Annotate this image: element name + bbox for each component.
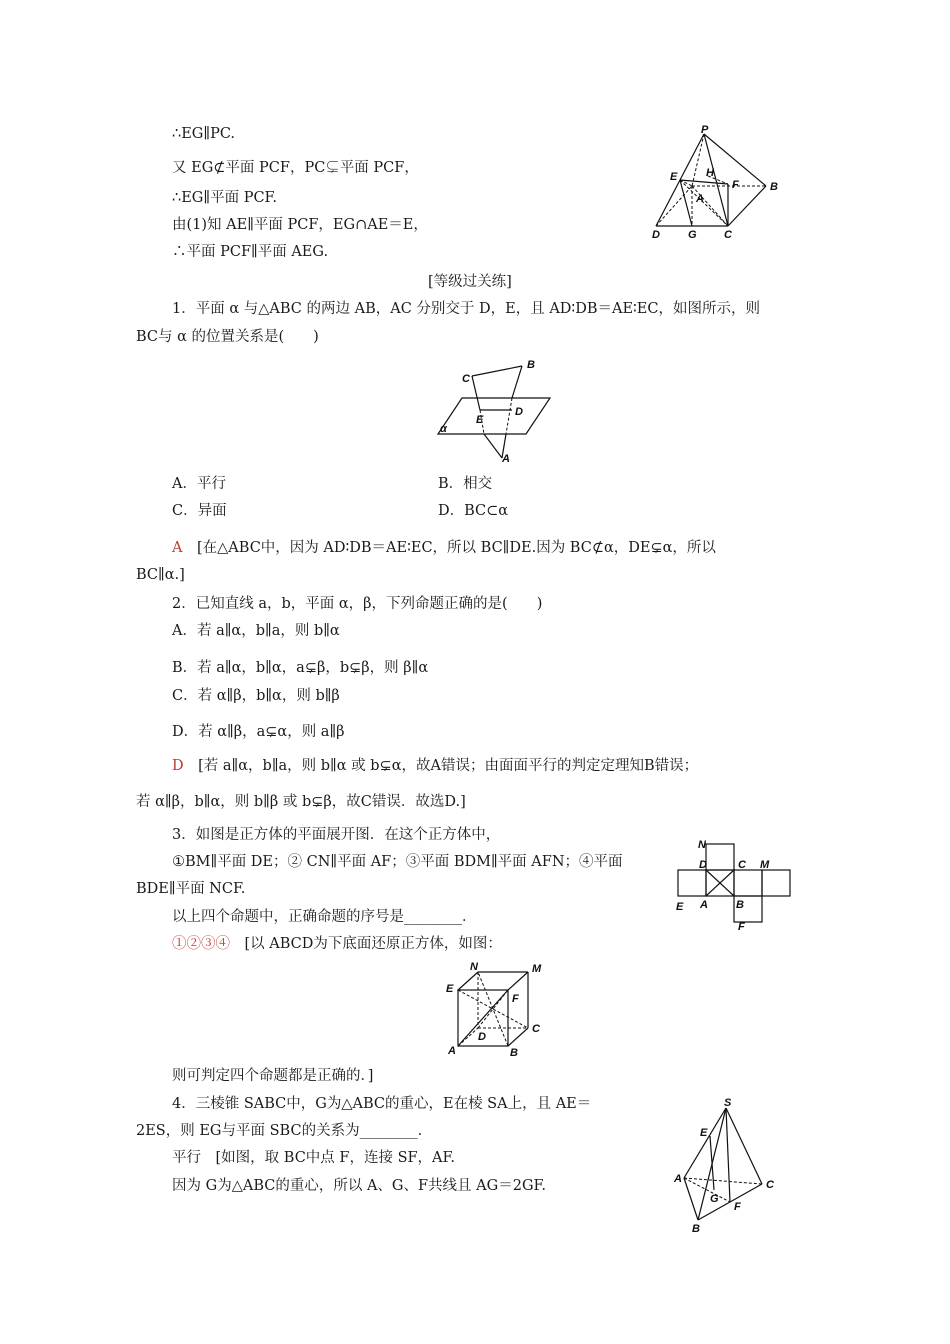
q1-answer: A bbox=[172, 540, 183, 556]
net-label-d: D bbox=[699, 859, 707, 871]
tetra-label-g: G bbox=[710, 1193, 719, 1205]
q1-option-c: C．异面 bbox=[172, 503, 227, 519]
net-label-e: E bbox=[676, 901, 684, 913]
tri-label-e: E bbox=[476, 414, 484, 426]
tetra-label-a: A bbox=[674, 1173, 682, 1185]
triangle-plane-figure bbox=[432, 356, 556, 464]
q3-answer: ①②③④ bbox=[172, 936, 230, 952]
net-label-m: M bbox=[760, 859, 770, 871]
tri-label-b: B bbox=[527, 359, 535, 371]
q2-option-c: C．若 α∥β，b∥α，则 b∥β bbox=[172, 688, 340, 704]
q3-stem-line-3: BDE∥平面 NCF. bbox=[136, 881, 246, 897]
net-label-c: C bbox=[738, 859, 746, 871]
q3-explanation-line-2: 则可判定四个命题都是正确的．] bbox=[172, 1068, 374, 1084]
q2-option-a: A．若 a∥α，b∥a，则 b∥α bbox=[172, 623, 340, 639]
tri-label-c: C bbox=[462, 373, 470, 385]
q2-stem: 2．已知直线 a，b，平面 α，β，下列命题正确的是( ) bbox=[172, 596, 543, 612]
cube-label-a: A bbox=[448, 1045, 456, 1057]
q2-explanation-line-1 bbox=[172, 756, 698, 776]
pyramid-label-f: F bbox=[732, 179, 739, 191]
tri-label-a: A bbox=[502, 453, 510, 464]
pyramid-label-p: P bbox=[701, 124, 709, 136]
q1-option-a: A．平行 bbox=[172, 476, 226, 492]
net-label-a: A bbox=[700, 899, 708, 911]
q3-stem-line-4: 以上四个命题中，正确命题的序号是________． bbox=[172, 909, 477, 925]
q3-explanation-line-1 bbox=[172, 934, 502, 954]
tetra-label-c: C bbox=[766, 1179, 774, 1191]
intro-line-4: 由(1)知 AE∥平面 PCF，EG∩AE＝E， bbox=[172, 217, 428, 233]
intro-line-3: ∴EG∥平面 PCF. bbox=[172, 190, 277, 206]
cube-label-e: E bbox=[446, 983, 454, 995]
q4-explanation-line-2: 因为 G为△ABC的重心，所以 A、G、F共线且 AG＝2GF. bbox=[172, 1178, 546, 1194]
q3-exp-text: [以 ABCD为下底面还原正方体，如图： bbox=[244, 936, 502, 952]
pyramid-figure bbox=[648, 124, 788, 242]
tetra-label-b: B bbox=[692, 1223, 700, 1234]
tetrahedron-figure bbox=[668, 1098, 778, 1234]
tetra-label-s: S bbox=[724, 1098, 732, 1109]
tri-label-alpha: α bbox=[440, 423, 447, 435]
q4-explanation-line-1 bbox=[172, 1148, 455, 1168]
pyramid-label-b: B bbox=[770, 181, 778, 193]
pyramid-label-e: E bbox=[670, 171, 678, 183]
tetra-label-f: F bbox=[734, 1201, 741, 1213]
q2-explanation-line-2: 若 α∥β，b∥α，则 b∥β 或 b⊊β，故C错误．故选D.] bbox=[136, 794, 466, 810]
cube-label-f: F bbox=[512, 993, 519, 1005]
pyramid-label-h: H bbox=[706, 167, 714, 179]
intro-line-5: ∴平面 PCF∥平面 AEG. bbox=[172, 244, 329, 260]
q1-explanation-line-2: BC∥α.] bbox=[136, 567, 185, 583]
cube-label-m: M bbox=[532, 963, 542, 975]
q3-stem-line-2: ①BM∥平面 DE；② CN∥平面 AF；③平面 BDM∥平面 AFN；④平面 bbox=[172, 854, 623, 870]
cube-net-figure bbox=[672, 836, 798, 934]
cube-label-n: N bbox=[470, 961, 478, 973]
q3-stem-line-1: 3．如图是正方体的平面展开图．在这个正方体中， bbox=[172, 827, 501, 843]
q1-exp-text: [在△ABC中，因为 AD∶DB＝AE∶EC，所以 BC∥DE.因为 BC⊄α，DE⊊α，所以 bbox=[196, 540, 716, 556]
q4-stem-line-1: 4．三棱锥 SABC中，G为△ABC的重心，E在棱 SA上，且 AE＝ bbox=[172, 1096, 592, 1112]
cube-label-c: C bbox=[532, 1023, 540, 1035]
pyramid-label-a: A bbox=[696, 193, 704, 205]
section-title: [等级过关练] bbox=[428, 274, 512, 290]
q1-stem-line-1: 1．平面 α 与△ABC 的两边 AB，AC 分别交于 D，E，且 AD∶DB＝AE∶EC，如图所示，则 bbox=[172, 301, 760, 317]
q4-stem-line-2: 2ES，则 EG与平面 SBC的关系为________． bbox=[136, 1123, 433, 1139]
cube-label-d: D bbox=[478, 1031, 486, 1043]
net-label-f: F bbox=[738, 921, 745, 933]
q1-stem-line-2: BC与 α 的位置关系是( ) bbox=[136, 329, 319, 345]
q1-option-d: D．BC⊂α bbox=[438, 503, 509, 519]
q4-answer: 平行 bbox=[172, 1150, 201, 1166]
intro-line-2: 又 EG⊄平面 PCF，PC⊊平面 PCF， bbox=[172, 160, 419, 176]
cube-label-b: B bbox=[510, 1047, 518, 1059]
q4-exp-text: [如图，取 BC中点 F，连接 SF，AF. bbox=[215, 1150, 455, 1166]
q1-option-b: B．相交 bbox=[438, 476, 493, 492]
tri-label-d: D bbox=[515, 406, 523, 418]
net-label-n: N bbox=[698, 839, 706, 851]
q2-option-b: B．若 a∥α，b∥α，a⊊β，b⊊β，则 β∥α bbox=[172, 660, 429, 676]
pyramid-label-g: G bbox=[688, 229, 697, 241]
intro-line-1: ∴EG∥PC. bbox=[172, 126, 236, 142]
tetra-label-e: E bbox=[700, 1127, 708, 1139]
net-label-b: B bbox=[736, 899, 744, 911]
pyramid-label-c: C bbox=[724, 229, 732, 241]
q1-explanation-line-1 bbox=[172, 538, 716, 558]
cube-figure bbox=[440, 960, 552, 1060]
q2-exp-text: [若 a∥α，b∥a，则 b∥α 或 b⊊α，故A错误；由面面平行的判定定理知B错误； bbox=[198, 758, 699, 774]
q2-answer: D bbox=[172, 758, 184, 774]
q2-option-d: D．若 α∥β，a⊊α，则 a∥β bbox=[172, 724, 345, 740]
pyramid-label-d: D bbox=[652, 229, 660, 241]
